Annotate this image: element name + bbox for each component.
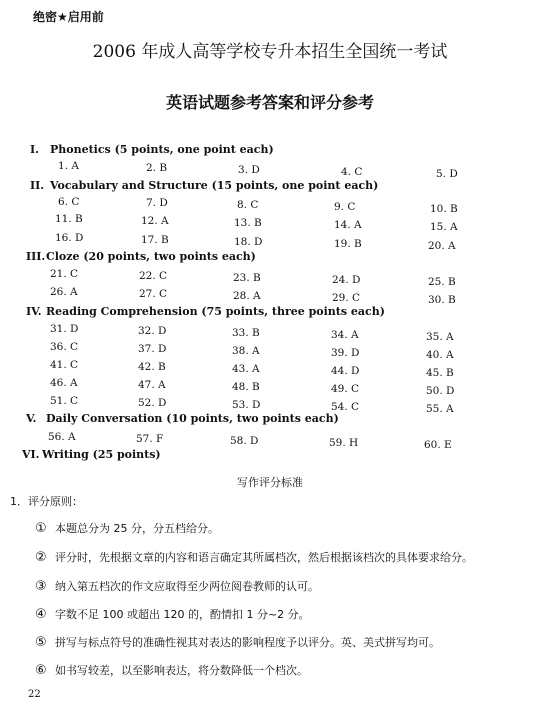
answer-item: 53. D <box>232 399 261 411</box>
answer-item: 16. D <box>55 232 84 244</box>
scoring-rule <box>35 549 473 565</box>
rule-number: ② <box>35 550 47 565</box>
answer-item: 59. H <box>329 437 359 449</box>
answer-item: 10. B <box>430 203 458 215</box>
answer-item: 41. C <box>50 359 79 371</box>
answer-item: 47. A <box>138 379 166 391</box>
section-label: Reading Comprehension (75 points, three points each) <box>46 305 385 318</box>
answer-item: 46. A <box>50 377 78 389</box>
section-title-vocabulary <box>30 179 378 192</box>
answer-item: 24. D <box>332 274 361 286</box>
answer-item: 18. D <box>234 236 263 248</box>
exam-title: 2006 年成人高等学校专升本招生全国统一考试 <box>92 42 448 62</box>
scoring-rule <box>35 634 440 650</box>
writing-criteria-heading: 写作评分标准 <box>237 476 303 489</box>
rule-text: 评分时，先根据文章的内容和语言确定其所属档次，然后根据该档次的具体要求给分。 <box>55 551 473 564</box>
section-label: Writing (25 points) <box>42 448 161 461</box>
answer-item: 19. B <box>334 238 362 250</box>
rule-number: ⑥ <box>35 663 47 678</box>
answer-item: 8. C <box>237 199 259 211</box>
answer-item: 45. B <box>426 367 454 379</box>
section-number: VI. <box>22 448 40 461</box>
answer-item: 13. B <box>234 217 262 229</box>
page-number: 22 <box>28 689 41 700</box>
answer-item: 40. A <box>426 349 454 361</box>
answer-item: 51. C <box>50 395 79 407</box>
answer-item: 4. C <box>341 166 363 178</box>
answer-item: 54. C <box>331 401 360 413</box>
answer-item: 58. D <box>230 435 259 447</box>
rule-text: 纳入第五档次的作文应取得至少两位阅卷教师的认可。 <box>55 580 319 593</box>
answer-item: 44. D <box>331 365 360 377</box>
answer-item: 38. A <box>232 345 260 357</box>
scoring-rule <box>35 606 310 622</box>
section-title-cloze <box>26 250 256 263</box>
answer-item: 56. A <box>48 431 76 443</box>
answer-item: 37. D <box>138 343 167 355</box>
answer-item: 60. E <box>424 439 452 451</box>
section-title-phonetics <box>30 143 274 156</box>
answer-item: 31. D <box>50 323 79 335</box>
answer-item: 12. A <box>141 215 169 227</box>
answer-item: 5. D <box>436 168 458 180</box>
answer-item: 7. D <box>146 197 168 209</box>
section-label: Daily Conversation (10 points, two points each) <box>46 412 339 425</box>
answer-item: 28. A <box>233 290 261 302</box>
scoring-rule <box>35 520 219 536</box>
scoring-principles-title: 1．评分原则： <box>10 495 83 508</box>
answer-item: 33. B <box>232 327 260 339</box>
answer-item: 34. A <box>331 329 359 341</box>
answer-item: 39. D <box>331 347 360 359</box>
answer-item: 6. C <box>58 196 80 208</box>
answer-item: 32. D <box>138 325 167 337</box>
answer-item: 3. D <box>238 164 260 176</box>
answer-item: 15. A <box>430 221 458 233</box>
answer-item: 9. C <box>334 201 356 213</box>
section-title-reading <box>26 305 385 318</box>
answer-item: 23. B <box>233 272 261 284</box>
answer-item: 57. F <box>136 433 164 445</box>
answer-item: 1. A <box>58 160 79 172</box>
section-number: V. <box>26 412 37 425</box>
answer-item: 22. C <box>139 270 168 282</box>
answer-item: 43. A <box>232 363 260 375</box>
answer-item: 36. C <box>50 341 79 353</box>
section-number: II. <box>30 179 45 192</box>
answer-item: 14. A <box>334 219 362 231</box>
rule-text: 如书写较差，以至影响表达，将分数降低一个档次。 <box>55 664 308 677</box>
section-number: III. <box>26 250 46 263</box>
section-label: Vocabulary and Structure (15 points, one point each) <box>50 179 379 192</box>
answer-item: 25. B <box>428 276 456 288</box>
answer-key-subtitle: 英语试题参考答案和评分参考 <box>165 93 374 112</box>
section-title-writing <box>22 448 161 461</box>
section-number: I. <box>30 143 39 156</box>
rule-number: ③ <box>35 579 47 594</box>
rule-text: 字数不足 100 或超出 120 的，酌情扣 1 分~2 分。 <box>55 608 310 621</box>
answer-item: 52. D <box>138 397 167 409</box>
answer-item: 20. A <box>428 240 456 252</box>
section-label: Cloze (20 points, two points each) <box>46 250 256 263</box>
rule-text: 本题总分为 25 分，分五档给分。 <box>55 522 219 535</box>
section-title-conversation <box>26 412 339 425</box>
answer-item: 11. B <box>55 213 83 225</box>
rule-number: ① <box>35 521 47 536</box>
rule-number: ⑤ <box>35 635 47 650</box>
answer-item: 55. A <box>426 403 454 415</box>
answer-item: 2. B <box>146 162 168 174</box>
scoring-rule <box>35 578 319 594</box>
scoring-rule <box>35 662 308 678</box>
answer-item: 48. B <box>232 381 260 393</box>
answer-item: 42. B <box>138 361 166 373</box>
answer-item: 17. B <box>141 234 169 246</box>
secret-mark: 绝密★启用前 <box>33 10 104 24</box>
section-number: IV. <box>26 305 42 318</box>
answer-item: 49. C <box>331 383 360 395</box>
section-label: Phonetics (5 points, one point each) <box>50 143 274 156</box>
answer-item: 26. A <box>50 286 78 298</box>
answer-item: 30. B <box>428 294 456 306</box>
answer-item: 35. A <box>426 331 454 343</box>
answer-item: 21. C <box>50 268 79 280</box>
rule-number: ④ <box>35 607 47 622</box>
rule-text: 拼写与标点符号的准确性视其对表达的影响程度予以评分。英、美式拼写均可。 <box>55 636 440 649</box>
answer-item: 27. C <box>139 288 168 300</box>
answer-item: 29. C <box>332 292 361 304</box>
answer-item: 50. D <box>426 385 455 397</box>
